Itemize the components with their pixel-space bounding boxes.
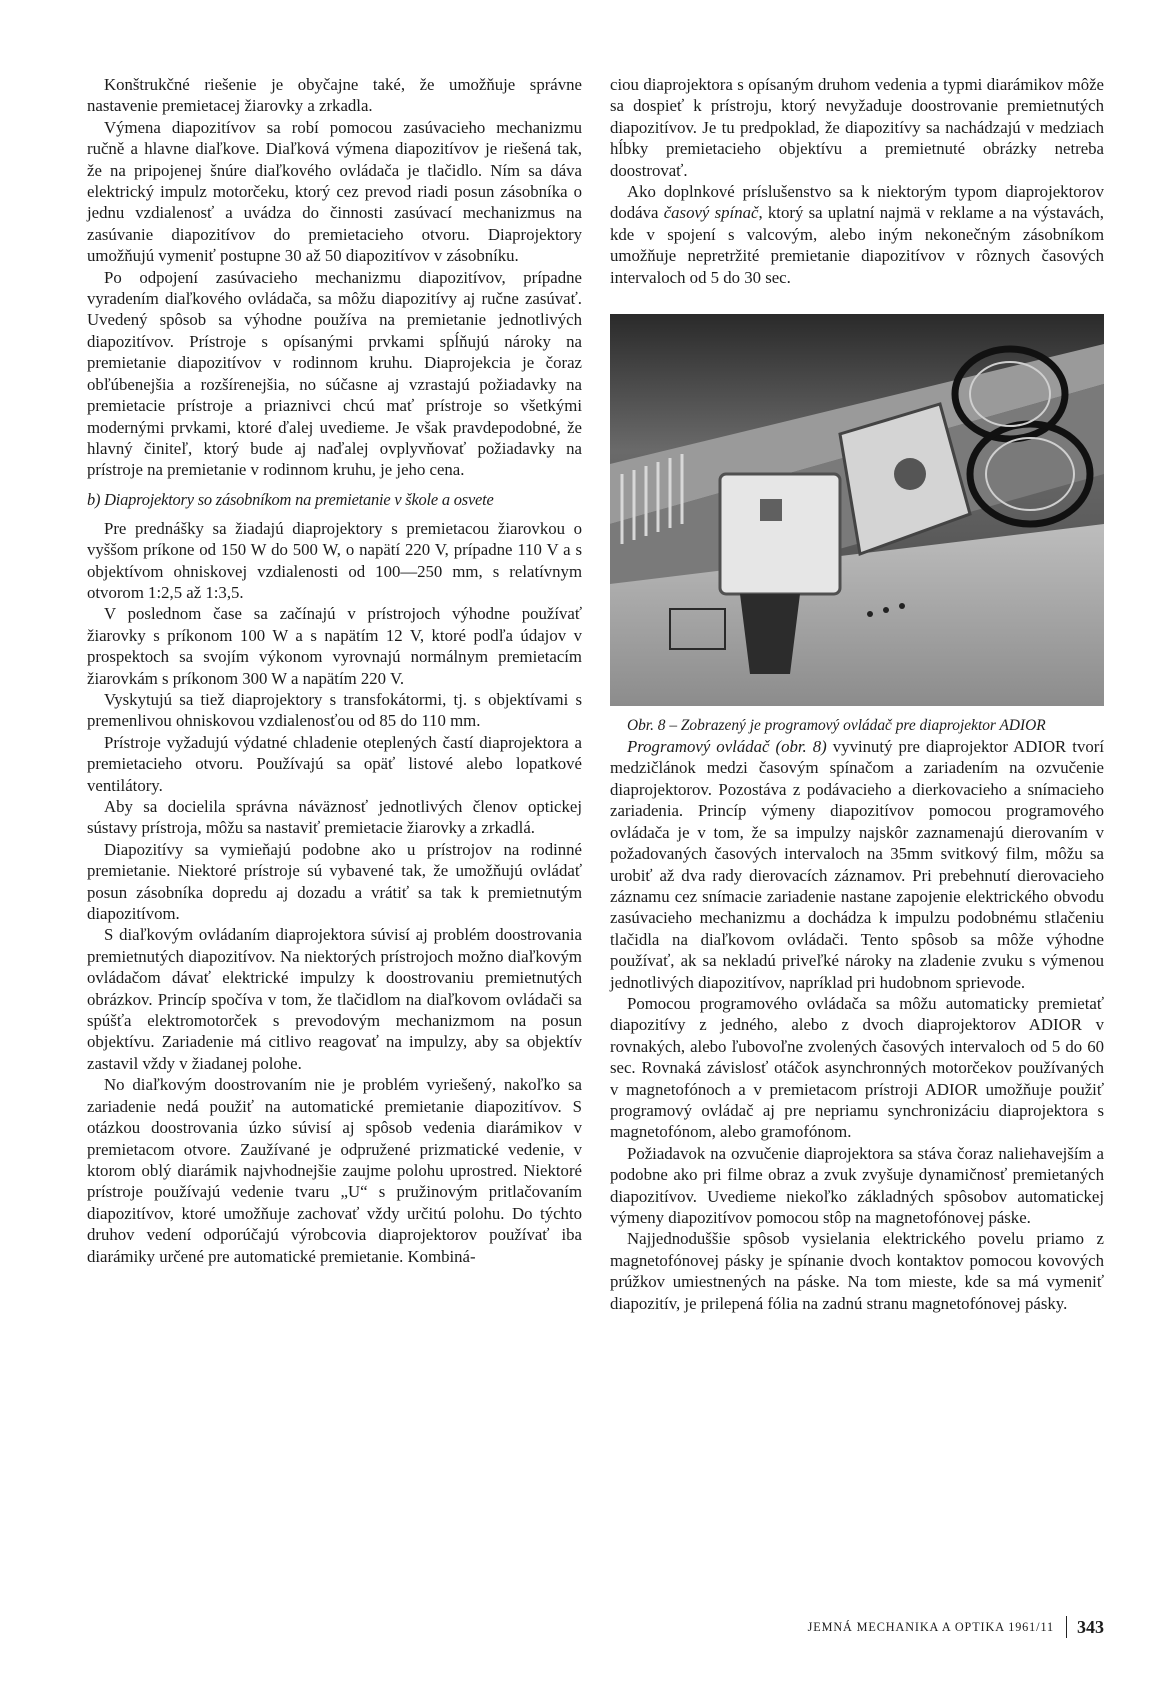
paragraph: Vyskytujú sa tiež diaprojektory s transfokátormi, tj. s objektívami s premenlivou ohniskovou vzdialenosťou od 85 do 110 mm. (87, 689, 582, 731)
left-column (87, 74, 582, 1267)
page-footer (808, 1616, 1104, 1638)
journal-name: JEMNÁ MECHANIKA A OPTIKA 1961/11 (807, 1619, 1054, 1634)
paragraph (610, 736, 1104, 993)
section-heading: b) Diaprojektory so zásobníkom na premietanie v škole a osvete (87, 489, 494, 509)
paragraph: Pomocou programového ovládača sa môžu automaticky premietať diapozitívy z jedného, alebo z dvoch diaprojektorov ADIOR v rovnakých, alebo ľubovoľne zvolených časových intervaloch od 5 do 60 sec. Rovnaká závislosť otáčok asynchronných motorčekov používaných v magnetofónoch a v premietacom prístroji ADIOR umožňuje použiť programový ovládač aj pre nepriamu synchronizáciu diaprojektora s magnetofónom, alebo gramofónom. (610, 993, 1104, 1142)
paragraph: V poslednom čase sa začínajú v prístrojoch výhodne používať žiarovky s príkonom 100 W a s napätím 12 V, ktoré podľa údajov v prospektoch sa svojím výkonom vyrovnajú normálnym premietacím žiarovkám s príkonom 300 W a napätím 220 V. (87, 604, 582, 688)
paragraph: Najjednoduššie spôsob vysielania elektrického povelu priamo z magnetofónovej pásky je spínanie dvoch kontaktov pomocou kovových prúžkov umiestnených na páske. Na tom mieste, kde sa má vymeniť diapozitív, je prilepená fólia na zadnú stranu magnetofónovej pásky. (610, 1229, 1104, 1313)
footer-divider (1066, 1616, 1067, 1638)
right-column (610, 74, 1104, 1314)
paragraph: Požiadavok na ozvučenie diaprojektora sa stáva čoraz naliehavejším a podobne ako pri filme obraz a zvuk zvyšuje dynamičnosť premietaných diapozitívov. Uvedieme niekoľko základných spôsobov automatickej výmeny diapozitívov pomocou stôp na magnetofónovej páske. (610, 1143, 1104, 1227)
figure-photo (610, 314, 1104, 706)
program-controller-photo-illustration (610, 314, 1104, 706)
text-span: Ako doplnkové príslušenstvo sa k niektorým typom diaprojektorov dodáva (610, 182, 1104, 223)
emphasis: časový spínač (663, 203, 759, 223)
paragraph: Po odpojení zasúvacieho mechanizmu diapozitívov, prípadne vyradením diaľkového ovládača, sa môžu diapozitívy aj ručne zasúvať. Uvedený spôsob sa výhodne používa na premietanie jednotlivých diapozitívov. Prístroje s opísanými prvkami spĺňujú nároky na premietanie diapozitívov v rodinnom kruhu. Diaprojekcia je čoraz obľúbenejšia a rozšírenejšia, no súčasne aj vzrastajú požiadavky na premietacie prístroje a priaznivci chcú mať prístroje so všetkými modernými prvkami, ktoré ďalej uvedieme. Je však pravdepodobné, že hlavný činiteľ, ktorý bude aj naďalej ovplyvňovať požiadavky na prístroje na premietanie v rodinnom kruhu, je jeho cena. (87, 267, 582, 480)
paragraph: S diaľkovým ovládaním diaprojektora súvisí aj problém doostrovania premietnutých diapozitívov. Na niektorých prístrojoch možno diaľkovým ovládačom dávať elektrické impulzy k doostrovaniu premietnutých obrázkov. Princíp spočíva v tom, že tlačidlom na diaľkovom ovládači sa spúšťa elektromotorček s prevodovým mechanizmom na posun objektívu. Zariadenie má citlivo reagovať na impulzy, aby sa objektív zastavil vždy v žiadanej polohe. (87, 925, 582, 1073)
page-number: 343 (1077, 1616, 1104, 1637)
paragraph: Diapozitívy sa vymieňajú podobne ako u prístrojov na rodinné premietanie. Niektoré prístroje sú vybavené tak, že umožňujú ovládať posun zásobníka dopredu aj dozadu a vrátiť sa tak k premietnutým diapozitívom. (87, 839, 582, 924)
text-span: , ktorý sa uplatní najmä v reklame a na výstavách, kde v spojení s valcovým, alebo iným nekonečným zásobníkom umožňuje nepretržité premietanie diapozitívov v rôznych časových intervaloch od 5 do 30 sec. (610, 203, 1104, 287)
paragraph: ciou diaprojektora s opísaným druhom vedenia a typmi diarámikov môže sa dospieť k prístroju, ktorý nevyžaduje doostrovanie premietnutých diapozitívov. Je tu predpoklad, že diapozitívy sa nachádzajú v medziach hĺbky premietacieho objektívu a premietnuté obrázky netreba doostrovať. (610, 75, 1104, 180)
paragraph (610, 181, 1104, 288)
emphasis: Programový ovládač (obr. 8) (627, 737, 827, 757)
paragraph: Pre prednášky sa žiadajú diaprojektory s premietacou žiarovkou o vyššom príkone od 150 W do 500 W, o napätí 220 V, prípadne 110 V a s objektívom ohniskovej vzdialenosti od 100—250 mm, s relatívnym otvorom 1:2,5 až 1:3,5. (87, 518, 582, 602)
text-span: vyvinutý pre diaprojektor ADIOR tvorí medzičlánok medzi časovým spínačom a zariadením na ozvučenie diaprojektorov. Pozostáva z podávacieho a dierkovacieho a snímacieho zariadenia. Princíp výmeny diapozitívov pomocou programového ovládača je v tom, že sa impulzy najskôr zaznamenajú dierovaním v požadovaných časových intervaloch na 35mm svitkový film, môžu sa urobiť až dva rady dierovacích záznamov. Pri prebehnutí dierovacieho záznamu cez snímacie zariadenie nastane zapojenie elektrického obvodu zasúvacieho mechanizmu a dochádza k impulzu podobnému stlačeniu tlačidla na diaľkovom ovládači. Tento spôsob sa môže výhodne používať, ak sa nekladú priveľké nároky na zladenie zvuku s výmenou jednotlivých diapozitívov, napríklad pri hudobnom sprievode. (610, 737, 1104, 992)
paragraph: No diaľkovým doostrovaním nie je problém vyriešený, nakoľko sa zariadenie nedá použiť na automatické premietanie diapozitívov. S otázkou doostrovania úzko súvisí aj spôsob vedenia diarámikov v premietacom otvore. Zaužívané je odpružené prizmatické vedenie, v ktorom oblý diarámik najvhodnejšie zaujme polohu uprostred. Niektoré prístroje používajú vedenie tvaru „U“ s pružinovým pritlačovaním diapozitívov, ktoré umožňuje zachovať vždy určitú polohu. Do týchto druhov vedení odporúčajú výrobcovia diaprojektorov používať iba diarámiky určené pre automatické premietanie. Kombiná- (87, 1075, 582, 1266)
paragraph: Aby sa docielila správna náväznosť jednotlivých členov optickej sústavy prístroja, môžu sa nastaviť premietacie žiarovky a zrkadlá. (87, 797, 582, 838)
paragraph: Výmena diapozitívov sa robí pomocou zasúvacieho mechanizmu ručně a hlavne diaľkove. Diaľková výmena diapozitívov je riešená tak, že na pripojenej šnúre diaľkového ovládača je tlačidlo. Ním sa dáva elektrický impulz motorčeku, ktorý cez prevod riadi posun zásobníka o jednu vzdialenosť a uvádza do činnosti zasúvací mechanizmus na zasúvanie diapozitívov do premietacieho otvoru. Diaprojektory umožňujú vymeniť postupne 30 až 50 diapozitívov v zásobníku. (87, 117, 582, 266)
paragraph: Konštrukčné riešenie je obyčajne také, že umožňuje správne nastavenie premietacej žiarovky a zrkadla. (87, 75, 582, 116)
figure-caption: Obr. 8 – Zobrazený je programový ovládač pre diaprojektor ADIOR (627, 717, 1046, 735)
paragraph: Prístroje vyžadujú výdatné chladenie oteplených častí diaprojektora a premietacieho otvoru. Používajú sa opäť listové alebo lopatkové ventilátory. (87, 732, 582, 795)
